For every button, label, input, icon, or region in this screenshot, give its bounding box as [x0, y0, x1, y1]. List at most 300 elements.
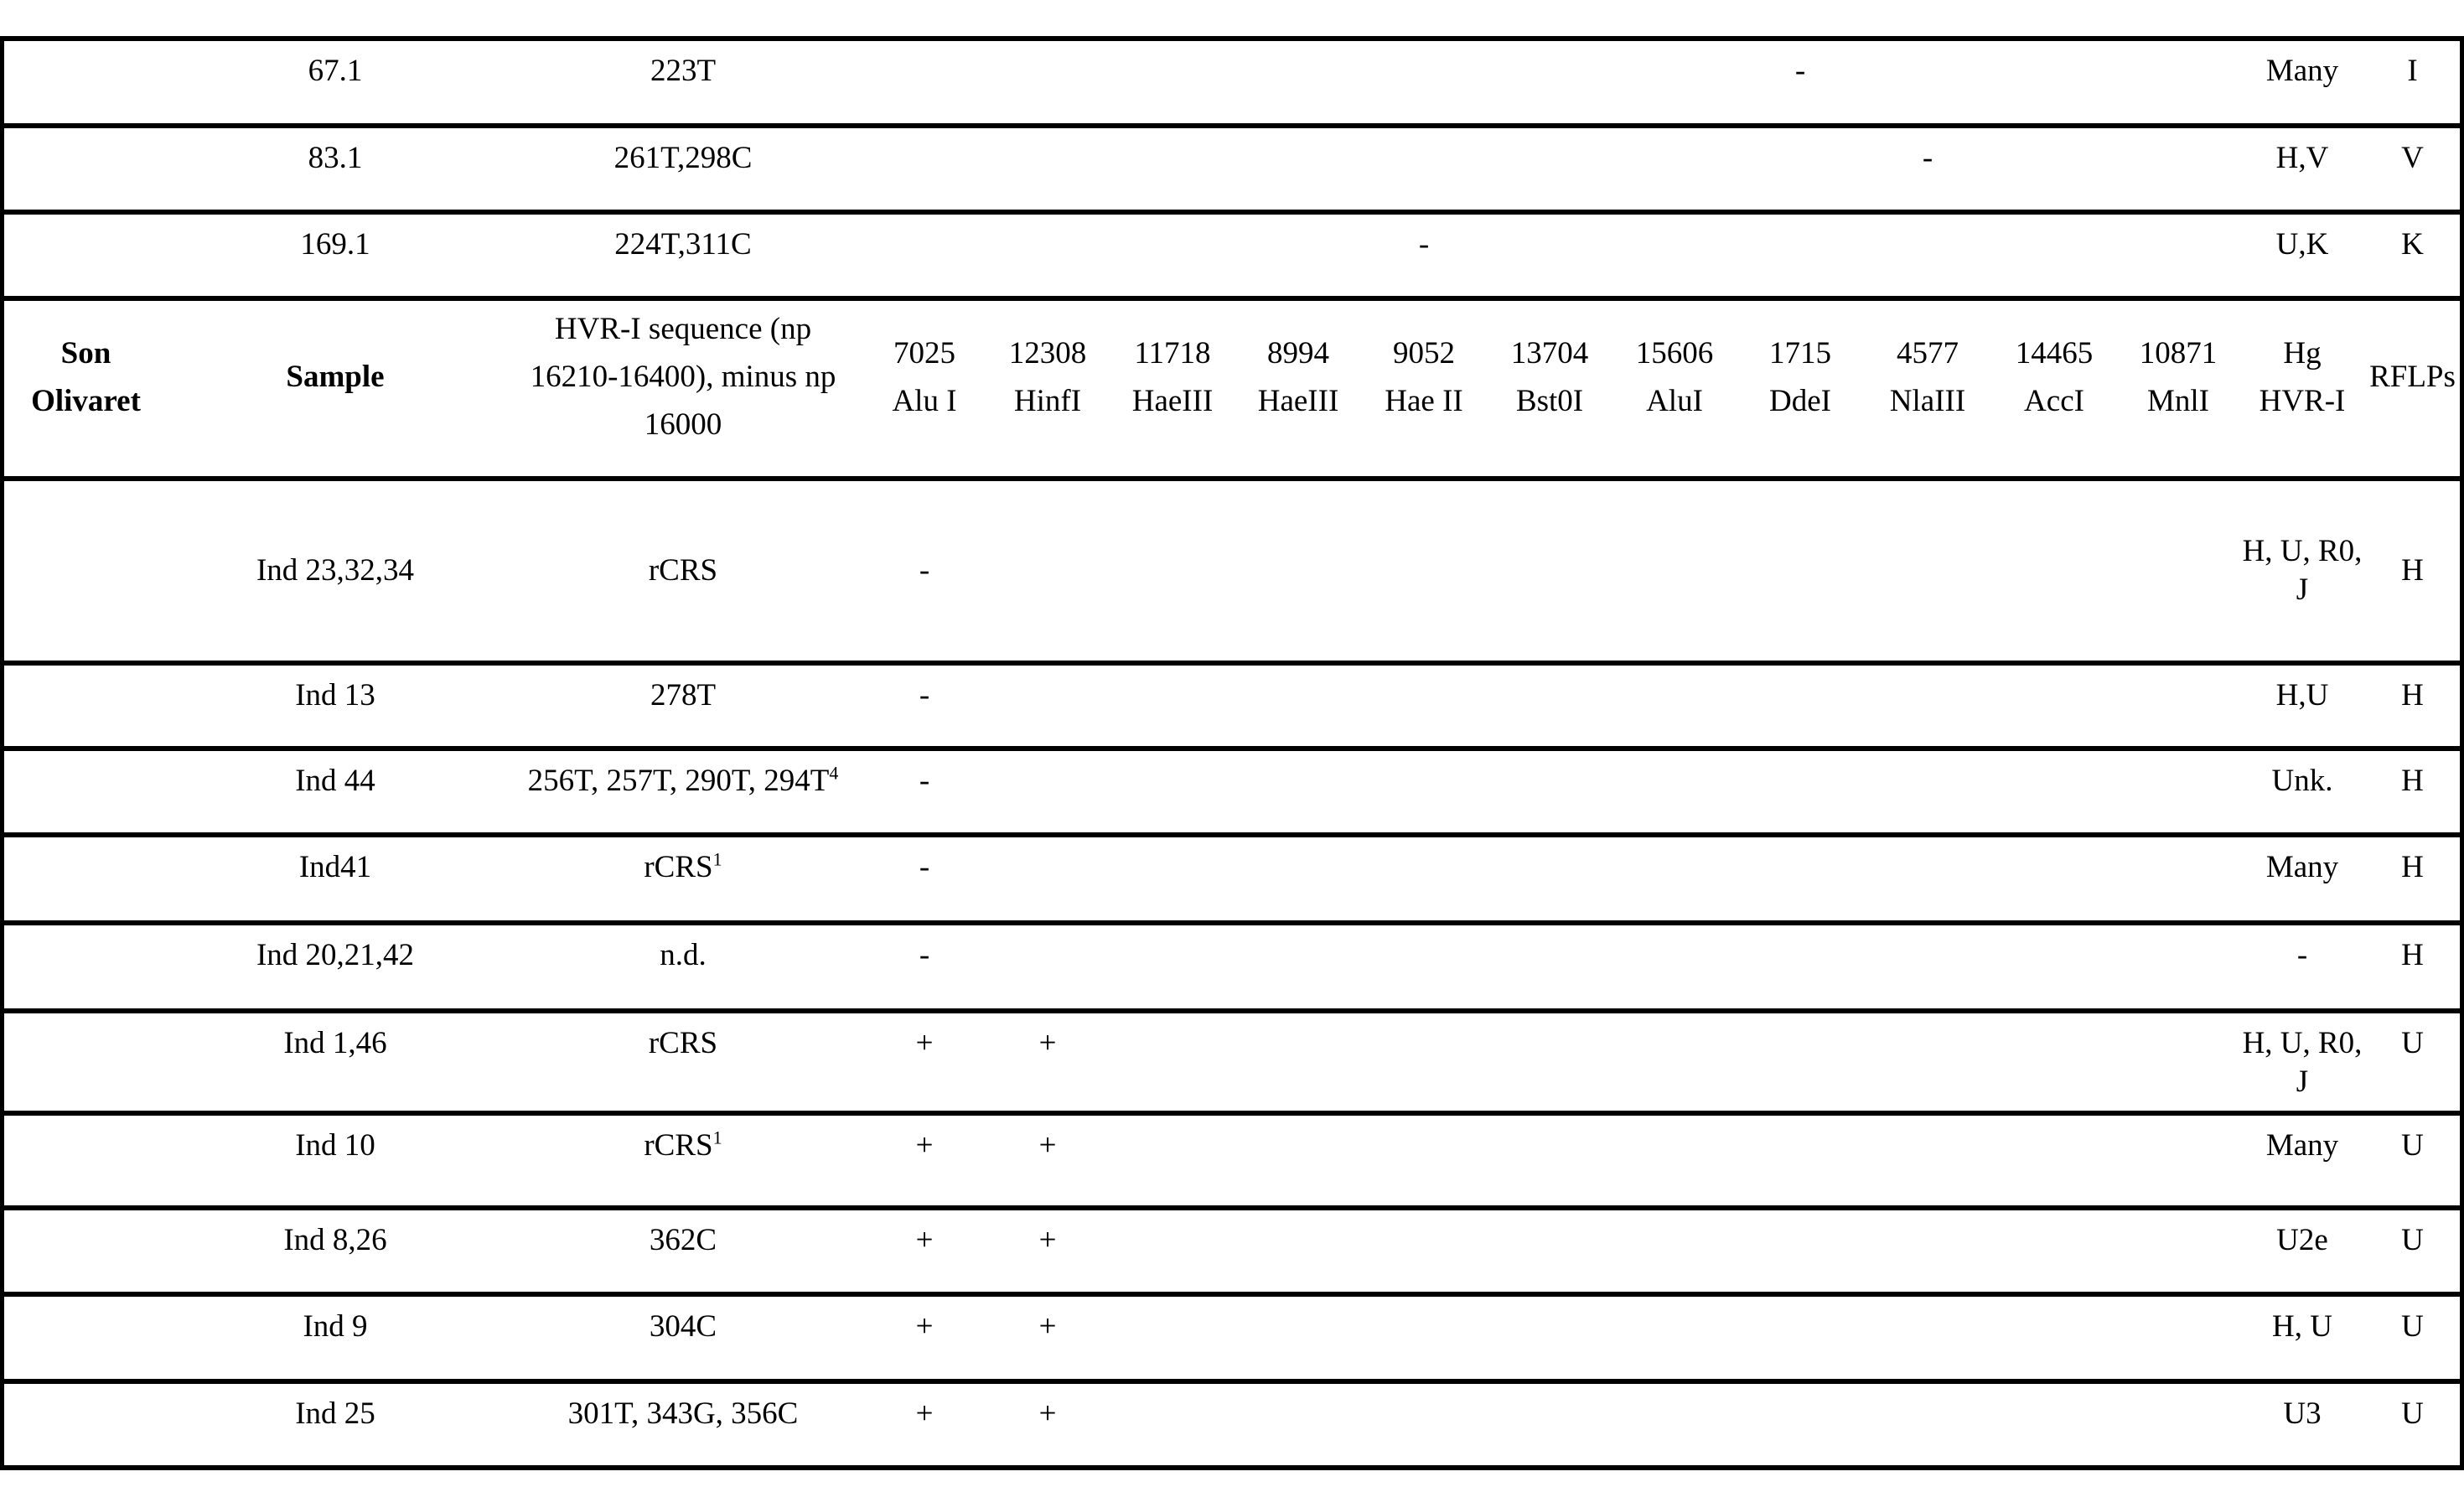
cell-rflps	[2365, 925, 2460, 1008]
cell-11718-haeiii	[1110, 215, 1235, 296]
cell-9052-hae-ii	[1361, 1210, 1487, 1292]
value-rflps: V	[2401, 141, 2424, 175]
value-rflps: H	[2401, 850, 2424, 884]
cell-hvr1-sequence	[503, 481, 863, 661]
cell-15606-alui	[1612, 837, 1737, 920]
cell-hvr1-sequence	[503, 1297, 863, 1379]
value-12308-hinfi: +	[1038, 1128, 1057, 1163]
cell-hg-hvr-i	[2239, 925, 2365, 1008]
cell-8994-haeiii	[1235, 666, 1361, 746]
cell-hg-hvr-i	[2239, 41, 2365, 123]
cell-10871-mnli	[2117, 215, 2239, 296]
cell-13704-bst0i	[1487, 1116, 1612, 1205]
header-cell-13704-bst0i	[1487, 301, 1612, 476]
value-hvr1-sequence: 301T, 343G, 356C	[567, 1396, 799, 1431]
header-label-7025-alu-i: 7025 Alu I	[892, 335, 957, 418]
cell-rflps	[2365, 1210, 2460, 1292]
value-sample: Ind 20,21,42	[256, 938, 415, 972]
value-rflps: U	[2401, 1128, 2424, 1163]
cell-7025-alu-i	[863, 1013, 986, 1111]
value-hvr1-sequence: 261T,298C	[613, 141, 753, 175]
table-row	[4, 1008, 2460, 1111]
cell-14465-acci	[1991, 837, 2117, 920]
cell-14465-acci	[1991, 215, 2117, 296]
header-label-hvr1-sequence: HVR-I sequence (np 16210-16400), minus np 16000	[530, 312, 836, 442]
cell-9052-hae-ii	[1361, 128, 1487, 210]
value-rflps: H	[2401, 938, 2424, 972]
value-rflps: H	[2401, 764, 2424, 798]
cell-1715-ddei	[1737, 666, 1864, 746]
cell-1715-ddei	[1737, 1013, 1864, 1111]
value-7025-alu-i: +	[915, 1223, 934, 1257]
cell-10871-mnli	[2117, 666, 2239, 746]
cell-hvr1-sequence	[503, 1116, 863, 1205]
cell-hg-hvr-i	[2239, 1116, 2365, 1205]
cell-7025-alu-i	[863, 41, 986, 123]
header-label-hg-hvr-i: Hg HVR-I	[2259, 335, 2346, 418]
cell-rflps	[2365, 128, 2460, 210]
cell-4577-nlaiii	[1864, 128, 1991, 210]
cell-9052-hae-ii	[1361, 481, 1487, 661]
cell-15606-alui	[1612, 1116, 1737, 1205]
value-rflps: U	[2401, 1396, 2424, 1431]
cell-1715-ddei	[1737, 1210, 1864, 1292]
cell-13704-bst0i	[1487, 1297, 1612, 1379]
value-hg-hvr-i: U2e	[2276, 1223, 2328, 1257]
cell-15606-alui	[1612, 925, 1737, 1008]
value-sample: 169.1	[300, 227, 370, 262]
value-hvr1-sequence: 256T, 257T, 290T, $294T^4$	[527, 762, 839, 798]
cell-14465-acci	[1991, 751, 2117, 832]
cell-14465-acci	[1991, 1013, 2117, 1111]
cell-rflps	[2365, 481, 2460, 661]
cell-14465-acci	[1991, 925, 2117, 1008]
cell-9052-hae-ii	[1361, 1116, 1487, 1205]
cell-hg-hvr-i	[2239, 1013, 2365, 1111]
cell-site	[4, 1013, 168, 1111]
cell-sample	[168, 666, 503, 746]
cell-15606-alui	[1612, 666, 1737, 746]
cell-10871-mnli	[2117, 1297, 2239, 1379]
value-hvr1-sequence: rCRS$^1$	[644, 848, 722, 884]
cell-4577-nlaiii	[1864, 1116, 1991, 1205]
cell-7025-alu-i	[863, 666, 986, 746]
value-9052-hae-ii: -	[1418, 227, 1430, 262]
cell-7025-alu-i	[863, 837, 986, 920]
value-hvr1-sequence: 278T	[650, 678, 717, 712]
value-hg-hvr-i: H,V	[2275, 141, 2329, 175]
cell-15606-alui	[1612, 1210, 1737, 1292]
header-cell-site	[4, 301, 168, 476]
cell-11718-haeiii	[1110, 1116, 1235, 1205]
cell-hvr1-sequence	[503, 837, 863, 920]
cell-12308-hinfi	[986, 1210, 1110, 1292]
cell-site	[4, 1384, 168, 1465]
cell-8994-haeiii	[1235, 837, 1361, 920]
cell-hvr1-sequence	[503, 41, 863, 123]
cell-sample	[168, 837, 503, 920]
cell-14465-acci	[1991, 666, 2117, 746]
value-hvr1-sequence: rCRS$^1$	[644, 1127, 722, 1163]
cell-10871-mnli	[2117, 481, 2239, 661]
value-sample: Ind 1,46	[283, 1026, 387, 1060]
cell-10871-mnli	[2117, 1013, 2239, 1111]
cell-site	[4, 215, 168, 296]
value-hg-hvr-i: U3	[2283, 1396, 2322, 1431]
cell-14465-acci	[1991, 1384, 2117, 1465]
cell-sample	[168, 751, 503, 832]
cell-11718-haeiii	[1110, 41, 1235, 123]
cell-13704-bst0i	[1487, 1384, 1612, 1465]
cell-11718-haeiii	[1110, 481, 1235, 661]
cell-hvr1-sequence	[503, 751, 863, 832]
cell-hvr1-sequence	[503, 666, 863, 746]
value-hvr1-sequence: rCRS	[648, 553, 718, 588]
header-cell-hvr1-sequence	[503, 301, 863, 476]
cell-site	[4, 1297, 168, 1379]
cell-8994-haeiii	[1235, 1297, 1361, 1379]
cell-sample	[168, 1384, 503, 1465]
cell-14465-acci	[1991, 1116, 2117, 1205]
header-label-10871-mnli: 10871 MnlI	[2139, 335, 2218, 418]
cell-11718-haeiii	[1110, 925, 1235, 1008]
cell-7025-alu-i	[863, 128, 986, 210]
cell-10871-mnli	[2117, 1384, 2239, 1465]
cell-site	[4, 751, 168, 832]
value-7025-alu-i: -	[919, 553, 930, 588]
table-row	[4, 1379, 2460, 1465]
header-cell-10871-mnli	[2117, 301, 2239, 476]
header-label-1715-ddei: 1715 DdeI	[1769, 335, 1831, 418]
cell-10871-mnli	[2117, 837, 2239, 920]
value-hvr1-sequence: 224T,311C	[614, 227, 752, 262]
value-12308-hinfi: +	[1038, 1223, 1057, 1257]
cell-8994-haeiii	[1235, 1384, 1361, 1465]
cell-7025-alu-i	[863, 1210, 986, 1292]
cell-10871-mnli	[2117, 925, 2239, 1008]
cell-13704-bst0i	[1487, 215, 1612, 296]
cell-15606-alui	[1612, 128, 1737, 210]
cell-hvr1-sequence	[503, 925, 863, 1008]
table-row	[4, 832, 2460, 920]
cell-hg-hvr-i	[2239, 128, 2365, 210]
table-row	[4, 210, 2460, 296]
cell-8994-haeiii	[1235, 751, 1361, 832]
cell-4577-nlaiii	[1864, 1384, 1991, 1465]
cell-hg-hvr-i	[2239, 1297, 2365, 1379]
cell-site	[4, 837, 168, 920]
cell-15606-alui	[1612, 751, 1737, 832]
cell-14465-acci	[1991, 1297, 2117, 1379]
cell-1715-ddei	[1737, 128, 1864, 210]
cell-12308-hinfi	[986, 925, 1110, 1008]
cell-sample	[168, 1013, 503, 1111]
cell-10871-mnli	[2117, 41, 2239, 123]
cell-8994-haeiii	[1235, 1116, 1361, 1205]
table-row	[4, 123, 2460, 210]
header-cell-4577-nlaiii	[1864, 301, 1991, 476]
cell-1715-ddei	[1737, 1116, 1864, 1205]
cell-hvr1-sequence	[503, 215, 863, 296]
cell-rflps	[2365, 1013, 2460, 1111]
cell-15606-alui	[1612, 1297, 1737, 1379]
cell-12308-hinfi	[986, 1297, 1110, 1379]
cell-site	[4, 128, 168, 210]
value-rflps: U	[2401, 1223, 2424, 1257]
value-12308-hinfi: +	[1038, 1309, 1057, 1344]
value-1715-ddei: -	[1794, 54, 1806, 88]
cell-4577-nlaiii	[1864, 215, 1991, 296]
header-cell-1715-ddei	[1737, 301, 1864, 476]
cell-12308-hinfi	[986, 481, 1110, 661]
cell-8994-haeiii	[1235, 41, 1361, 123]
cell-15606-alui	[1612, 41, 1737, 123]
cell-9052-hae-ii	[1361, 1297, 1487, 1379]
cell-11718-haeiii	[1110, 666, 1235, 746]
value-hg-hvr-i: Many	[2265, 54, 2339, 88]
header-label-9052-hae-ii: 9052 Hae II	[1385, 335, 1463, 418]
cell-11718-haeiii	[1110, 1210, 1235, 1292]
value-sample: Ind 9	[303, 1309, 368, 1344]
cell-14465-acci	[1991, 1210, 2117, 1292]
value-hg-hvr-i: U,K	[2275, 227, 2329, 262]
cell-11718-haeiii	[1110, 1384, 1235, 1465]
value-sample: Ind 25	[295, 1396, 375, 1431]
table-row	[4, 746, 2460, 832]
cell-8994-haeiii	[1235, 215, 1361, 296]
value-7025-alu-i: -	[919, 938, 930, 972]
table-row	[4, 1205, 2460, 1292]
cell-13704-bst0i	[1487, 1210, 1612, 1292]
cell-1715-ddei	[1737, 1297, 1864, 1379]
header-cell-12308-hinfi	[986, 301, 1110, 476]
value-rflps: K	[2401, 227, 2424, 262]
cell-hg-hvr-i	[2239, 751, 2365, 832]
table-row	[4, 661, 2460, 746]
cell-11718-haeiii	[1110, 1297, 1235, 1379]
value-rflps: H	[2401, 553, 2424, 588]
cell-hvr1-sequence	[503, 128, 863, 210]
cell-11718-haeiii	[1110, 751, 1235, 832]
cell-13704-bst0i	[1487, 751, 1612, 832]
cell-hg-hvr-i	[2239, 666, 2365, 746]
header-label-11718-haeiii: 11718 HaeIII	[1131, 335, 1214, 418]
cell-12308-hinfi	[986, 128, 1110, 210]
value-sample: Ind 8,26	[283, 1223, 387, 1257]
header-label-8994-haeiii: 8994 HaeIII	[1257, 335, 1339, 418]
cell-hg-hvr-i	[2239, 215, 2365, 296]
value-hg-hvr-i: -	[2296, 938, 2308, 972]
cell-hvr1-sequence	[503, 1384, 863, 1465]
cell-12308-hinfi	[986, 1384, 1110, 1465]
cell-4577-nlaiii	[1864, 751, 1991, 832]
header-label-4577-nlaiii: 4577 NlaIII	[1889, 335, 1966, 418]
value-sample: Ind 13	[295, 678, 375, 712]
cell-7025-alu-i	[863, 481, 986, 661]
header-label-sample: Sample	[286, 360, 385, 394]
value-rflps: H	[2401, 678, 2424, 712]
cell-rflps	[2365, 1116, 2460, 1205]
cell-15606-alui	[1612, 1013, 1737, 1111]
value-4577-nlaiii: -	[1922, 141, 1933, 175]
value-hg-hvr-i: H,U	[2275, 678, 2329, 712]
header-cell-7025-alu-i	[863, 301, 986, 476]
cell-13704-bst0i	[1487, 128, 1612, 210]
header-label-15606-alui: 15606 AluI	[1635, 335, 1714, 418]
header-label-rflps: RFLPs	[2369, 360, 2456, 394]
header-cell-sample	[168, 301, 503, 476]
cell-1715-ddei	[1737, 751, 1864, 832]
cell-12308-hinfi	[986, 666, 1110, 746]
cell-14465-acci	[1991, 481, 2117, 661]
cell-11718-haeiii	[1110, 128, 1235, 210]
value-sample: Ind 44	[295, 764, 375, 798]
cell-9052-hae-ii	[1361, 1013, 1487, 1111]
value-hvr1-sequence: 304C	[649, 1309, 717, 1344]
cell-4577-nlaiii	[1864, 1297, 1991, 1379]
cell-rflps	[2365, 1384, 2460, 1465]
header-cell-9052-hae-ii	[1361, 301, 1487, 476]
value-hvr1-sequence: n.d.	[660, 938, 707, 972]
value-rflps: U	[2401, 1026, 2424, 1060]
cell-sample	[168, 1210, 503, 1292]
cell-hg-hvr-i	[2239, 1210, 2365, 1292]
value-sample: 67.1	[308, 54, 363, 88]
cell-hg-hvr-i	[2239, 837, 2365, 920]
cell-hvr1-sequence	[503, 1013, 863, 1111]
cell-8994-haeiii	[1235, 925, 1361, 1008]
header-label-13704-bst0i: 13704 Bst0I	[1510, 335, 1589, 418]
value-rflps: I	[2407, 54, 2418, 88]
cell-9052-hae-ii	[1361, 666, 1487, 746]
value-sample: Ind 10	[295, 1128, 375, 1163]
cell-9052-hae-ii	[1361, 215, 1487, 296]
cell-9052-hae-ii	[1361, 925, 1487, 1008]
value-7025-alu-i: -	[919, 764, 930, 798]
cell-12308-hinfi	[986, 1013, 1110, 1111]
value-hg-hvr-i: Unk.	[2271, 764, 2333, 798]
header-cell-rflps	[2365, 301, 2460, 476]
cell-4577-nlaiii	[1864, 837, 1991, 920]
header-cell-hg-hvr-i	[2239, 301, 2365, 476]
value-7025-alu-i: -	[919, 850, 930, 884]
value-7025-alu-i: +	[915, 1026, 934, 1060]
cell-rflps	[2365, 837, 2460, 920]
cell-sample	[168, 215, 503, 296]
cell-rflps	[2365, 41, 2460, 123]
cell-12308-hinfi	[986, 215, 1110, 296]
value-hg-hvr-i: H, U, R0, J	[2242, 534, 2363, 607]
table-row	[4, 1292, 2460, 1379]
cell-1715-ddei	[1737, 925, 1864, 1008]
value-hg-hvr-i: H, U	[2272, 1309, 2332, 1344]
cell-4577-nlaiii	[1864, 666, 1991, 746]
value-7025-alu-i: -	[919, 678, 930, 712]
cell-sample	[168, 925, 503, 1008]
cell-15606-alui	[1612, 215, 1737, 296]
table-row	[4, 1111, 2460, 1205]
cell-15606-alui	[1612, 481, 1737, 661]
cell-15606-alui	[1612, 1384, 1737, 1465]
cell-9052-hae-ii	[1361, 837, 1487, 920]
cell-sample	[168, 1116, 503, 1205]
cell-hg-hvr-i	[2239, 1384, 2365, 1465]
rflp-results-table	[0, 36, 2464, 1470]
cell-rflps	[2365, 666, 2460, 746]
cell-7025-alu-i	[863, 1297, 986, 1379]
value-7025-alu-i: +	[915, 1128, 934, 1163]
cell-8994-haeiii	[1235, 128, 1361, 210]
cell-site	[4, 925, 168, 1008]
cell-13704-bst0i	[1487, 837, 1612, 920]
value-7025-alu-i: +	[915, 1396, 934, 1431]
cell-14465-acci	[1991, 41, 2117, 123]
cell-hg-hvr-i	[2239, 481, 2365, 661]
cell-4577-nlaiii	[1864, 481, 1991, 661]
cell-9052-hae-ii	[1361, 1384, 1487, 1465]
value-hvr1-sequence: rCRS	[648, 1026, 718, 1060]
value-hvr1-sequence: 362C	[649, 1223, 717, 1257]
cell-11718-haeiii	[1110, 1013, 1235, 1111]
cell-sample	[168, 1297, 503, 1379]
cell-12308-hinfi	[986, 41, 1110, 123]
cell-13704-bst0i	[1487, 41, 1612, 123]
header-label-12308-hinfi: 12308 HinfI	[1008, 335, 1087, 418]
header-cell-14465-acci	[1991, 301, 2117, 476]
value-12308-hinfi: +	[1038, 1396, 1057, 1431]
cell-12308-hinfi	[986, 751, 1110, 832]
cell-1715-ddei	[1737, 837, 1864, 920]
cell-7025-alu-i	[863, 215, 986, 296]
cell-4577-nlaiii	[1864, 1210, 1991, 1292]
cell-12308-hinfi	[986, 1116, 1110, 1205]
value-hg-hvr-i: Many	[2265, 850, 2339, 884]
cell-7025-alu-i	[863, 925, 986, 1008]
table-row	[4, 920, 2460, 1008]
cell-7025-alu-i	[863, 751, 986, 832]
cell-site	[4, 1210, 168, 1292]
cell-10871-mnli	[2117, 751, 2239, 832]
cell-13704-bst0i	[1487, 1013, 1612, 1111]
table-row	[4, 476, 2460, 661]
table-row	[4, 36, 2460, 123]
cell-4577-nlaiii	[1864, 1013, 1991, 1111]
cell-1715-ddei	[1737, 41, 1864, 123]
cell-4577-nlaiii	[1864, 41, 1991, 123]
cell-10871-mnli	[2117, 1210, 2239, 1292]
cell-site	[4, 41, 168, 123]
value-rflps: U	[2401, 1309, 2424, 1344]
cell-9052-hae-ii	[1361, 751, 1487, 832]
value-sample: 83.1	[308, 141, 363, 175]
cell-13704-bst0i	[1487, 925, 1612, 1008]
value-hvr1-sequence: 223T	[650, 54, 717, 88]
cell-rflps	[2365, 1297, 2460, 1379]
cell-hvr1-sequence	[503, 1210, 863, 1292]
cell-site	[4, 1116, 168, 1205]
cell-8994-haeiii	[1235, 1210, 1361, 1292]
cell-14465-acci	[1991, 128, 2117, 210]
cell-11718-haeiii	[1110, 837, 1235, 920]
value-sample: Ind41	[298, 850, 372, 884]
value-hg-hvr-i: Many	[2265, 1128, 2339, 1163]
cell-1715-ddei	[1737, 215, 1864, 296]
cell-4577-nlaiii	[1864, 925, 1991, 1008]
cell-sample	[168, 128, 503, 210]
header-cell-8994-haeiii	[1235, 301, 1361, 476]
cell-12308-hinfi	[986, 837, 1110, 920]
cell-7025-alu-i	[863, 1384, 986, 1465]
